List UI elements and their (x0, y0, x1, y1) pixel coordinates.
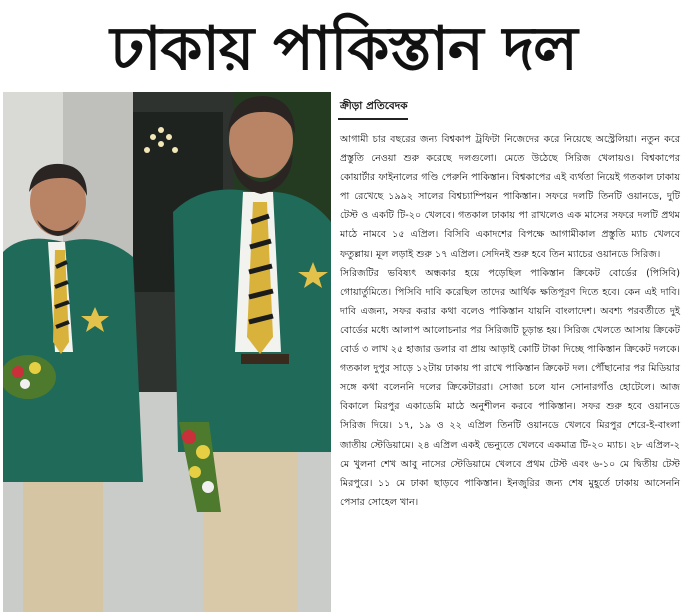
article (338, 94, 682, 612)
article-body (338, 130, 682, 512)
news-photo (3, 92, 331, 612)
headline: ঢাকায় পাকিস্তান দল (110, 14, 577, 84)
byline: ক্রীড়া প্রতিবেদক (338, 99, 408, 120)
paragraph: সিরিজটির ভবিষ্যৎ অন্ধকার হয়ে পড়েছিল পাকিস্তান ক্রিকেট বোর্ডের (পিসিবি) গোয়ার্তুমিতে। পিসিবি দাবি করেছিল তাদের আর্থিক ক্ষতিপূরণ দিতে হবে। কেন এই দাবি। দাবি এজন্য, সফর করার কথা বলেও পাকিস্তান যায়নি বাংলাদেশ। অবশ্য পরবর্তীতে দুই বোর্ডের মধ্যে আলাপ আলোচনার পর সিরিজটি চূড়ান্ত হয়। সিরিজ খেলতে আসায় ক্রিকেট বোর্ড ৩ লাখ ২৫ হাজার ডলার বা প্রায় আড়াই কোটি টাকা দিচ্ছে পাকিস্তান ক্রিকেট দলকে। গতকাল দুপুর সাড়ে ১২টায় ঢাকায় পা রাখে পাকিস্তান ক্রিকেট দল। পৌঁছানোর পর মিডিয়ার সঙ্গে কথা বলেননি দলের ক্রিকেটাররা। সোজা চলে যান সোনারগাঁও হোটেলে। আজ বিকালে মিরপুর একাডেমি মাঠে অনুশীলন করবে পাকিস্তান। সফর শুরু হবে ওয়ানডে সিরিজ দিয়ে। ১৭, ১৯ ও ২২ এপ্রিল তিনটি ওয়ানডে খেলবে মিরপুর শেরে-ই-বাংলা জাতীয় স্টেডিয়ামে। ২৪ এপ্রিল একই ভেন্যুতে খেলবে একমাত্র টি-২০ ম্যাচ। ২৮ এপ্রিল-২ মে খুলনা শেখ আবু নাসের স্টেডিয়ামে খেলবে প্রথম টেস্ট এবং ৬-১০ মে দ্বিতীয় টেস্ট মিরপুরে। ১১ মে ঢাকা ছাড়বে পাকিস্তান। ইনজুরির জন্য শেষ মুহূর্তে ঢাকায় আসেননি পেসার সোহেল খান। (340, 267, 680, 508)
paragraph: আগামী চার বছরের জন্য বিশ্বকাপ ট্রফিটা নিজেদের করে নিয়েছে অস্ট্রেলিয়া। নতুন করে প্রস্তুতি নেওয়া শুরু করেছে দলগুলো। মেতে উঠেছে সিরিজ খেলায়ও। বিশ্বকাপের কোয়ার্টার ফাইনালের গণ্ডি পেরুনি পাকিস্তান। বিশ্বকাপের এই ব্যর্থতা নিয়েই গতকাল ঢাকায় পা রেখেছে ১৯৯২ সালের বিশ্বচ্যাম্পিয়ন পাকিস্তান। সফরে দলটি তিনটি ওয়ানডে, দুটি টেস্ট ও একটি টি-২০ খেলবে। গতকাল ঢাকায় পা রাখলেও এক মাসের সফরে দলটি প্রথম মাঠে নামবে ১৫ এপ্রিল। বিসিবি একাদশের বিপক্ষে আগামীকাল প্রস্তুতি ম্যাচ খেলবে ফতুল্লায়। মূল লড়াই শুরু ১৭ এপ্রিল। সেদিনই শুরু হবে তিন ম্যাচের ওয়ানডে সিরিজ। (340, 134, 680, 260)
